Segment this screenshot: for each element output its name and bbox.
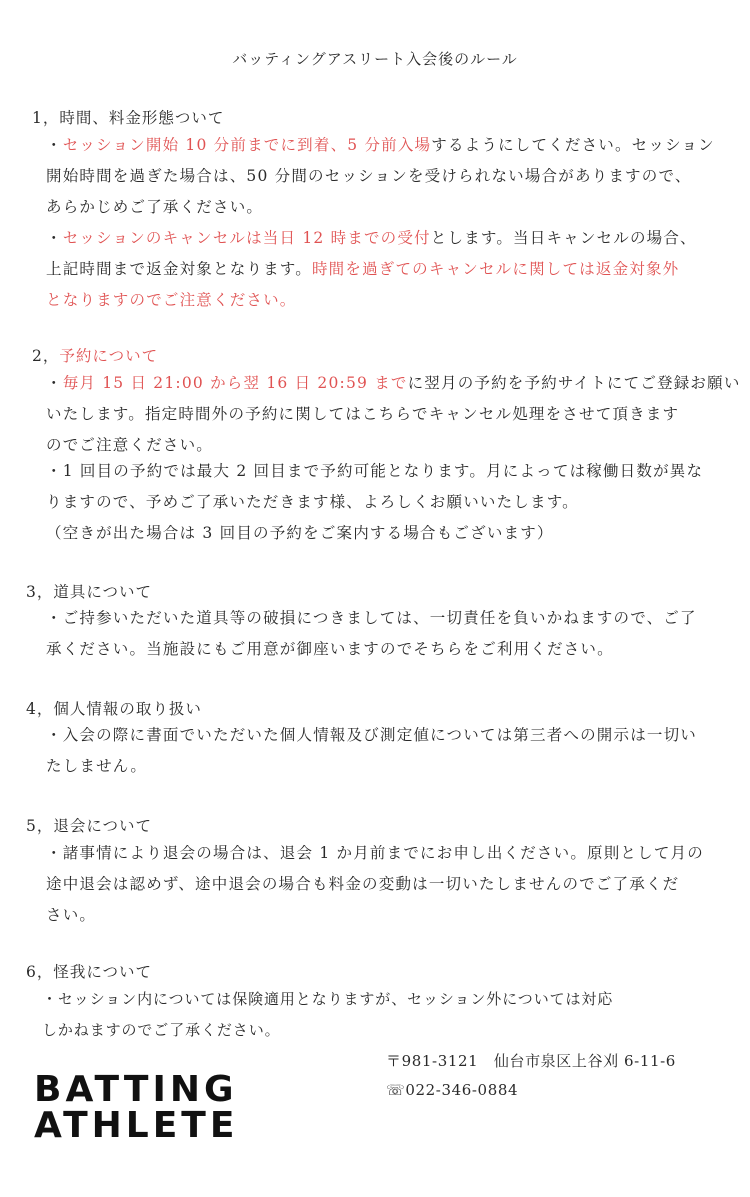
- phone-text: ☏022-346-0884: [386, 1081, 519, 1099]
- text-line: [46, 518, 726, 549]
- body-text: りますので、予めご了承いただきます様、よろしくお願いいたします。: [46, 493, 579, 511]
- body-text: ・: [46, 229, 63, 247]
- text-line: [46, 487, 726, 518]
- body-text: あらかじめご了承ください。: [46, 198, 264, 216]
- body-text: 途中退会は認めず、途中退会の場合も料金の変動は一切いたしませんのでご了承くだ: [46, 875, 680, 893]
- section-heading-text: 3，道具について: [26, 583, 153, 601]
- text-line: [46, 634, 726, 665]
- text-line: [46, 399, 726, 430]
- page-title: バッティングアスリート入会後のルール: [232, 50, 518, 68]
- body-text: ・入会の際に書面でいただいた個人情報及び測定値については第三者への開示は一切い: [46, 726, 697, 744]
- section-1-item-1: [46, 130, 726, 223]
- section-3-item-1: [46, 603, 726, 665]
- body-text: ・: [46, 374, 63, 392]
- text-line: [46, 603, 726, 634]
- text-line: [46, 285, 726, 316]
- section-heading-text: 予約について: [59, 347, 159, 365]
- text-line: [42, 984, 722, 1015]
- section-1-item-2: [46, 223, 726, 316]
- body-text: のでご注意ください。: [46, 436, 214, 454]
- section-2-item-2: [46, 456, 726, 549]
- highlighted-text: 時間を過ぎてのキャンセルに関しては返金対象外: [311, 260, 680, 278]
- section-5-item-1: [46, 838, 726, 931]
- body-text: に翌月の予約を予約サイトにてご登録お願い: [407, 374, 741, 392]
- text-line: [46, 223, 726, 254]
- body-text: とします。当日キャンセルの場合、: [430, 229, 697, 247]
- text-line: [46, 720, 726, 751]
- text-line: [42, 1015, 722, 1046]
- body-text: たしません。: [46, 757, 148, 775]
- text-line: [46, 192, 726, 223]
- section-heading-3: [26, 580, 152, 602]
- text-line: [46, 900, 726, 931]
- section-2-item-1: [46, 368, 741, 461]
- highlighted-text: となりますのでご注意ください。: [46, 291, 297, 309]
- section-4-item-1: [46, 720, 726, 782]
- text-line: [46, 869, 726, 900]
- highlighted-text: セッションのキャンセルは当日 12 時までの受付: [62, 229, 431, 247]
- body-text: ・1 回目の予約では最大 2 回目まで予約可能となります。月によっては稼働日数が異な: [46, 462, 704, 480]
- section-heading-text: 1，時間、料金形態ついて: [32, 109, 225, 127]
- text-line: [46, 751, 726, 782]
- logo-line-1: BATTING: [34, 1069, 238, 1110]
- text-line: [46, 838, 726, 869]
- logo-line-2: ATHLETE: [34, 1105, 239, 1146]
- section-heading-2: [32, 344, 158, 366]
- section-heading-text: 4，個人情報の取り扱い: [26, 700, 202, 718]
- section-heading-5: [26, 814, 152, 836]
- section-heading-text: 5，退会について: [26, 817, 153, 835]
- section-heading-text: 6，怪我について: [26, 963, 153, 981]
- section-6-item-1: [42, 984, 722, 1046]
- address-text: 〒981-3121 仙台市泉区上谷刈 6-11-6: [386, 1052, 676, 1070]
- text-line: [46, 456, 726, 487]
- section-heading-prefix: 2，: [32, 347, 60, 365]
- text-line: [46, 254, 726, 285]
- body-text: 承ください。当施設にもご用意が御座いますのでそちらをご利用ください。: [46, 640, 614, 658]
- body-text: しかねますのでご了承ください。: [42, 1021, 281, 1039]
- body-text: ・: [46, 136, 63, 154]
- body-text: するようにしてください。セッション: [431, 136, 715, 154]
- body-text: ・諸事情により退会の場合は、退会 1 か月前までにお申し出ください。原則として月の: [46, 844, 704, 862]
- body-text: ・セッション内については保険適用となりますが、セッション外については対応: [42, 990, 614, 1008]
- body-text: 開始時間を過ぎた場合は、50 分間のセッションを受けられない場合がありますので、: [46, 167, 692, 185]
- section-heading-6: [26, 960, 152, 982]
- body-text: ・ご持参いただいた道具等の破損につきましては、一切責任を負いかねますので、ご了: [46, 609, 697, 627]
- body-text: 上記時間まで返金対象となります。: [46, 260, 312, 278]
- highlighted-text: セッション開始 10 分前までに到着、5 分前入場: [62, 136, 432, 154]
- section-heading-1: [32, 106, 224, 128]
- body-text: さい。: [46, 906, 97, 924]
- text-line: [46, 130, 726, 161]
- body-text: いたします。指定時間外の予約に関してはこちらでキャンセル処理をさせて頂きます: [46, 405, 680, 423]
- highlighted-text: 毎月 15 日 21:00 から翌 16 日 20:59 まで: [62, 374, 408, 392]
- text-line: [46, 161, 726, 192]
- text-line: [46, 368, 741, 399]
- section-heading-4: [26, 697, 202, 719]
- body-text: （空きが出た場合は 3 回目の予約をご案内する場合もございます）: [46, 524, 554, 542]
